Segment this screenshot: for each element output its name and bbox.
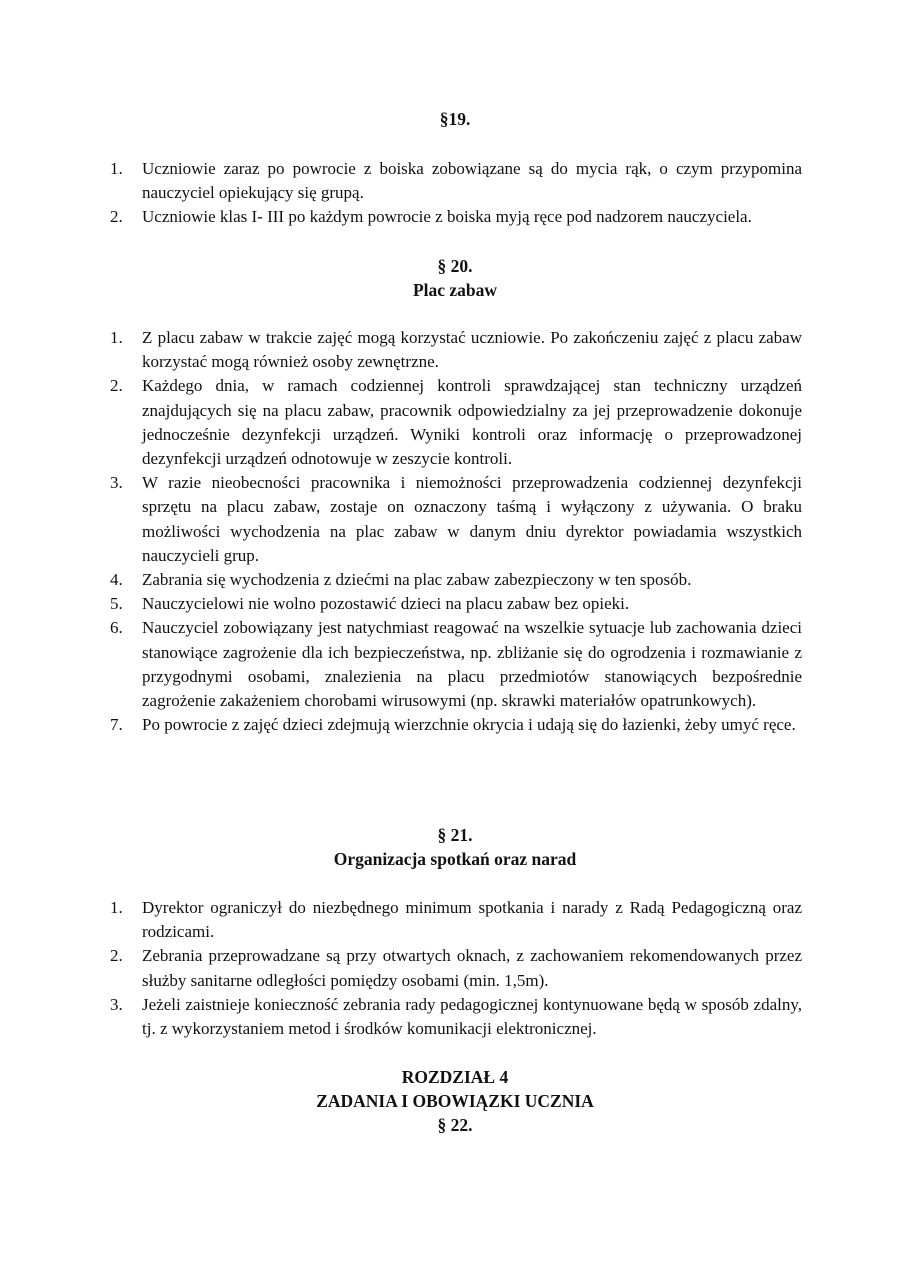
item-text: Zabrania się wychodzenia z dziećmi na plac zabaw zabezpieczony w ten sposób. [142,570,692,590]
section-19-list [100,157,802,230]
item-text: Zebrania przeprowadzane są przy otwartych oknach, z zachowaniem rekomendowanych przez służby sanitarne odległości pomiędzy osobami (min. 1,5m). [142,946,802,990]
list-item [100,713,802,737]
list-item [100,993,802,1041]
item-number: 7. [110,715,123,735]
item-text: Dyrektor ograniczył do niezbędnego minimum spotkania i narady z Radą Pedagogiczną oraz rodzicami. [142,898,802,942]
list-item [100,896,802,944]
section-20-title: Plac zabaw [412,280,498,300]
item-text: Uczniowie zaraz po powrocie z boiska zobowiązane są do mycia rąk, o czym przypomina nauczyciel opiekujący się grupą. [142,159,802,203]
section-22-number: § 22. [437,1115,473,1135]
item-text: Każdego dnia, w ramach codziennej kontroli sprawdzającej stan techniczny urządzeń znajdujących się na placu zabaw, pracownik odpowiedzialny za jej przeprowadzenie dokonuje jednocześnie dezynfekcji urządzeń. Wyniki kontroli oraz informację o przeprowadzonej dezynfekcji urządzeń odnotowuje w zeszycie kontroli. [142,376,802,469]
list-item [100,205,802,229]
item-text: Jeżeli zaistnieje konieczność zebrania rady pedagogicznej kontynuowane będą w sposób zdalny, tj. z wykorzystaniem metod i środków komunikacji elektronicznej. [142,994,802,1039]
item-text: Uczniowie klas I- III po każdym powrocie z boiska myją ręce pod nadzorem nauczyciela. [142,207,752,227]
list-item [100,157,802,205]
list-item [100,326,802,374]
item-number: 4. [110,570,123,590]
item-number: 3. [110,994,123,1014]
item-number: 2. [110,376,123,396]
item-text: Po powrocie z zajęć dzieci zdejmują wierzchnie okrycia i udają się do łazienki, żeby umyć ręce. [142,715,796,735]
section-20-number: § 20. [437,256,473,276]
list-item [100,568,802,592]
item-text: Z placu zabaw w trakcie zajęć mogą korzystać uczniowie. Po zakończeniu zajęć z placu zabaw korzystać mogą również osoby zewnętrzne. [142,328,802,372]
list-item [100,374,802,471]
list-item [100,944,802,992]
section-21-title: Organizacja spotkań oraz narad [333,849,577,869]
section-21-number: § 21. [437,825,473,845]
item-number: 6. [110,618,123,638]
item-text: Nauczyciel zobowiązany jest natychmiast reagować na wszelkie sytuacje lub zachowania dzieci stanowiące zagrożenie dla ich bezpieczeństwa, np. zbliżanie się do ogrodzenia i rozmawianie z przygodnymi osobami, znalezienia na placu przedmiotów stanowiących bezpośrednie zagrożenie zakażeniem chorobami wirusowymi (np. skrawki materiałów opatrunkowych). [142,618,802,711]
section-19-number: §19. [439,109,471,129]
list-item [100,616,802,713]
item-number: 1. [110,328,123,347]
section-21-list [100,896,802,1041]
list-item [100,471,802,568]
list-item [100,592,802,616]
item-number: 1. [110,898,123,917]
chapter-title: ZADANIA I OBOWIĄZKI UCZNIA [316,1091,594,1111]
section-20-list [100,326,802,737]
item-number: 3. [110,473,123,493]
item-text: Nauczycielowi nie wolno pozostawić dzieci na placu zabaw bez opieki. [142,594,630,614]
item-number: 2. [110,946,123,966]
chapter-label: ROZDZIAŁ 4 [401,1067,509,1087]
item-number: 2. [110,207,123,227]
item-number: 1. [110,159,123,178]
item-number: 5. [110,594,123,614]
item-text: W razie nieobecności pracownika i niemożności przeprowadzenia codziennej dezynfekcji sprzętu na placu zabaw, zostaje on oznaczony taśmą i wyłączony z używania. O braku możliwości wychodzenia na plac zabaw w danym dniu dyrektor powiadamia wszystkich nauczycieli grup. [142,473,802,565]
